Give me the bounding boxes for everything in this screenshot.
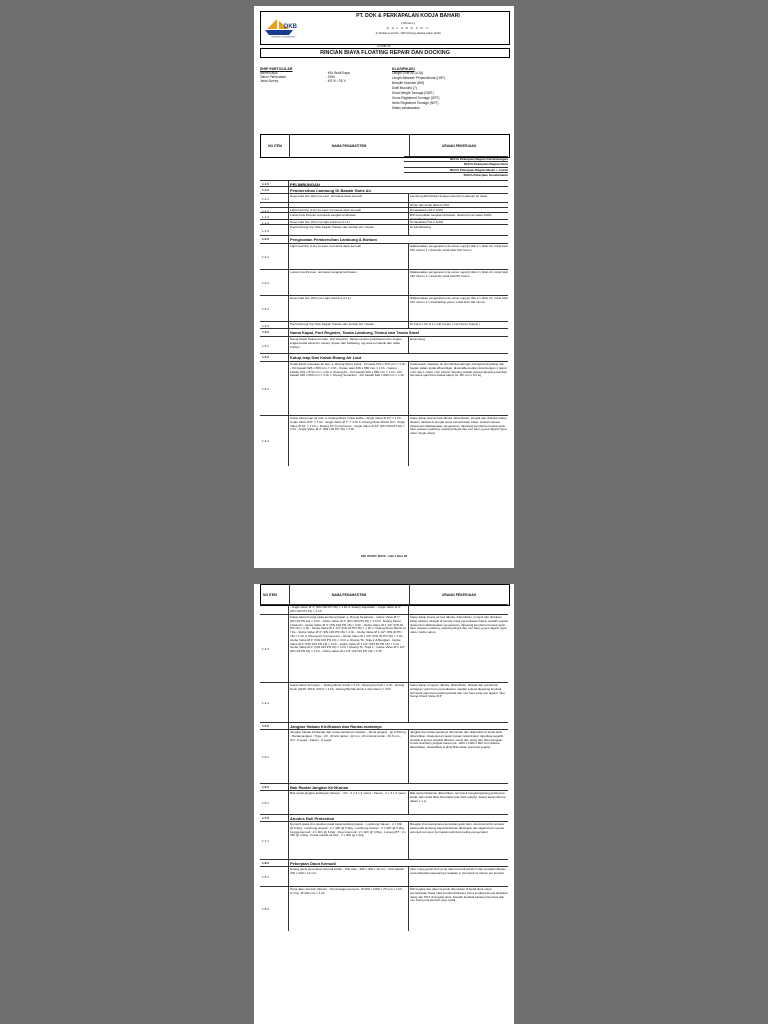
section-title: PELIMBUNGAN: [290, 181, 320, 187]
item-number: 1.6.0: [262, 785, 269, 789]
item-number: 1.1.0: [262, 188, 269, 192]
item-work: Dicat ulang: [410, 337, 426, 341]
item-description: Bak rantai jangkar kiri/kanan Ukuran: - Kiri : 2 x 3 x 3 meter - Kanan : 2 x 3 x 3 meter: [290, 791, 406, 795]
item-work: Bongkar zink anoda lama kemudian ganti baru. Aluminium/zinc anodes pada pelat lambung kapal kiri/kanan dibongkar dan diganti baru sesuai petunjuk surveyor (termasuk pelindung ketika pengecatan): [410, 822, 505, 834]
item-work: Dirnaelaskan SA 2 100%: [410, 208, 444, 212]
item-description: Katup-katup buang pada lambung kapal: a. Ruang Separator - Globe Valve Ø 1" (DN 25 PN 10) = 2 bh - Globe Valve Ø 4" (DN 100 PN 16) = 1 bh b. Ruang Motor Induk kiri - Globe Valve Ø 4" (DN 100 PN 16) = 3 bh - Globe Valve Ø 1 1/2" (DN 40 PN 16) = 1 bh - Globe Valve Ø 1 1/4" (DN 32 PN 16) = 1 bh c. Ruang Motor Bantu Ki / Ka - Globe Valve Ø 4" (DN 100 PN 16) = 4 bh - Globe Valve Ø 1 1/2" (DN 40 PN 16) = 1 bh d. Ruang AC Compressor - Globe Valve Ø 1 1/2" (DN 40 PN 16) = 1 bh - Globe Valve Ø 4" (DN 100 PN 16) = 3 bh e. Ruang Tk. Tinja 2 & Bengkel - Globe Valve Ø 4" (DN 100 PN 16) = 2 bh - Globe Valve Ø 1 1/2" (DN 40 PN 16) = 1 bh - Globe Valve Ø 4" (DN 125 PN 16) = 1 bh f. Ruang Tk. Tinja 1 - Globe Valve Ø 1 1/2" (DN 40 PN 16) = 1 bh - Globe Valve Ø 2 1/2" (DN 65 PN 16) = 1 bh: [290, 615, 406, 654]
item-number: 1.2.1: [262, 255, 269, 259]
table-row: [260, 729, 508, 784]
item-number: 1.3.0: [262, 330, 269, 334]
table-row: [260, 295, 508, 322]
sp-label: Jenis Survey: [260, 78, 279, 83]
item-description: Kotak katub masukan air laut: a. Ruang Motor Induk - Kiri atas 670 x 570 mm = 1 bh - Kiri bawah 626 x 880 mm = 1 bh - Kanan atas 626 x 880 mm = 1 bh - Kanan bawah 670 x 570 mm = 1 bh b. Ruang AC - Kiri bawah 626 x 880 mm = 1 bh - Kiri bawah 626 x 880 mm = 1 bh c. Ruang Separator - Kiri bawah 626 x 880 mm = 1 bh: [290, 362, 406, 378]
item-work: Di Sandblasting: [410, 225, 432, 229]
klasifikasi: [392, 68, 445, 112]
item-description: Ruang geraj pena daun kemudi kiri/ke - Plat atas : 380 x 300 x 12 mm - Plat bawah : 300 x 200 x 12 mm: [290, 867, 406, 875]
table-row: [260, 415, 508, 466]
page2-table-body: [254, 604, 514, 1024]
item-number: 1.8.2: [262, 907, 269, 911]
table-row: [260, 361, 508, 416]
item-work: Di Cat 2 x AC & 1 x Cat Cream ( Cat Owner Supply ): [410, 322, 480, 326]
item-number: 1.4.1: [262, 387, 269, 391]
klasifikasi-item: Gross Registered Tonnage (GRT): [392, 95, 440, 100]
table-row: [260, 269, 508, 296]
item-number: 1.1.3: [262, 214, 269, 219]
section-title: Pekerjaan Daun Kemudi: [290, 860, 336, 866]
item-description: Pena daun kemudi Ukuran: - Pena bagian kemudi - Ø 200 x 1000 x 76 mm x 1 bh - O ring : Ø 200 mm x 1 bh: [290, 887, 404, 895]
company-address: Jl. Sindang Laut No. 139 Cilincing Jakarta Utara 14110: [375, 32, 441, 35]
section-title: Pembersihan Lambung Di Bawah Garis Air: [290, 187, 372, 193]
section-title: Pengecatan Pembersihan Lambung & Bottom: [290, 236, 377, 242]
item-number: 1.4.2: [262, 439, 269, 443]
sp-label: Tahun Pembuatan: [260, 74, 286, 79]
item-number: 1.4.3: [262, 647, 269, 651]
item-number: 1.1.5: [262, 228, 269, 233]
section-title: Nama Kapal, Port Register, Tanda Lambung Timbul dan Tanda Sarat: [290, 329, 419, 335]
section-title: Bak Rantai Jangkar Kiri/Kanan: [290, 784, 349, 790]
table-row: [260, 682, 508, 723]
klasifikasi-item: Length Between Perpendicular (LBP): [392, 75, 445, 80]
page-footer: KM. BUKIT RAYA ; Hal 1 Dari 48: [360, 554, 408, 558]
item-number: 1.2.4: [262, 323, 269, 328]
item-number: 1.4.0: [262, 355, 269, 359]
item-work: Katup-katup scruppen dibuka, dibersihkan, dirawat dan pemberian surfaqua / ganti baru pemeriksaan, setelah selesai dipasang kembali, termasuk ganti baru packing kawat dan mur baut yang aus diganti. Tipe: Swing Check Valve Ø 4": [410, 683, 506, 699]
company-logo: [263, 16, 303, 38]
item-work: B/P kemudikan sangkar kinthasan, disebimpit air tawar 100%, disandblasting SA 2: [410, 213, 493, 221]
item-description: Jangkar haluan kiri/kanan dan rantai-rantainya Catatan: - Berat jangkar : @ 2.650 kg - Rantai jangkar - Type : U3 - Ø Anti rantai : 42 mm - Ø minimal rantai : 36.6 mm - Kiri : 9 segel - Kanan : 9 segel: [290, 730, 406, 742]
svg-text:SHIPYARD & ENGINEERING: SHIPYARD & ENGINEERING: [271, 36, 295, 38]
item-description: Deep load line (DLL) ke Light load line (LLL): [290, 296, 351, 300]
category-list: [404, 156, 508, 178]
item-description: Light load line (LLL) ke keel, termasuk daun kemudi: [290, 244, 361, 248]
category-item: BIAYA Pekerjaan Bagian Deck: [404, 161, 508, 166]
ship-particular-heading: SHIP PARTICULAR: [260, 67, 293, 71]
item-work: B/P tongkat dan daun kemudi, diturunkan di lantai dock untuk pemeriksaan biasa (Jika kondisi diizinkan) Pena tongkat kemudi dipetikan ulang dan NDT di tengkat dock. Setelah kembali pasang baru baut dan mur buih pena kemudi yang rusak: [410, 887, 508, 903]
table-row: [260, 866, 508, 887]
klasifikasi-heading: KLASIFIKASI: [392, 67, 415, 71]
item-work: Ukur ruang gerak buih pena daun kemudi sebelum dan sesudah dilepas serta dibuatkan laporannya rangkap 4, termasuk tip slamin per kemudi: [410, 867, 506, 875]
item-number: 1.5.0: [262, 724, 269, 728]
col-nama: NAMA PEKAMATITEM: [331, 144, 367, 148]
table-row: [260, 821, 508, 860]
item-number: 1.8.1: [262, 875, 269, 879]
item-number: 1.2.3: [262, 307, 269, 311]
klasifikasi-item: Draft Moulded (T): [392, 85, 417, 90]
table-header: [260, 134, 510, 158]
item-description: Lunas bow thruster, termasuk sangkar kinthasan: [290, 270, 357, 274]
item-work: Lambung dibersihkan dengan disemprot waterjet air tawar.: [410, 194, 488, 198]
item-description: - Angle Valve Ø 4" (DN 100 PN 16) = 1 bh d. Ruang Separator - Angle Valve Ø 4" (DN 100 PN 16) = 1 bh: [290, 605, 402, 613]
item-description: Katup-katup isap air laut: a. Ruang Motor Induk kiri/ke - Angle Valve Ø 10" = 1 bh - Angle Valve Ø 8" = 1 bh - Angle Valve Ø 7" = 1 bh b. Ruang Motor Bantu Kiri - Angle Valve Ø 10" = 1 bh c. Ruang AC Compressor - Angle Valve Ø 12" (DN 300 PN 10) = 2 bh - Angle Valve Ø 4" (DN 100 PN 16) = 2 bh: [290, 416, 406, 432]
item-work: Dilaksanakan pengecatan (cat owner supply) disk 2 x dicat AC, tebal total 160 micron 1 x dicat Boltop green, tebal total 100 micron: [410, 296, 508, 304]
sp-value: : KM. Bukit Raya: [326, 70, 350, 75]
item-description: Pad lambung Top Side bagian Haluan dan buritan kiri / kanan: [290, 322, 375, 326]
col-uraian: URAIAN PEKERJAAN: [441, 593, 477, 597]
item-number: 1.8.0: [262, 861, 269, 865]
table-header: [260, 584, 510, 606]
item-description: Deep load line (DLL) ke keel, termasuk daun kemudi: [290, 194, 363, 198]
item-work: Dilaksanakan pengecatan (cat owner supply) disk 2 x dicat AC, tebal total 160 micron 1 x dicat AF, tebal total 100 micron: [410, 244, 508, 252]
table-row: [260, 336, 508, 354]
item-description: Lunas bow thruster termasuk sangkar kinthasan: [290, 213, 356, 217]
sp-label: Nama Kapal: [260, 70, 278, 75]
item-number: 1.1.1: [262, 196, 269, 201]
item-description: Nama Kapal Haluan buritan, Port Register, Tanda Lambung kiri/kanan dan angka-angka tanda sarat kiri, kanan, depan dan belakang, lug area termasuk dan pada buritan: [290, 337, 402, 349]
company-name: PT. DOK & PERKAPALAN KODJA BAHARI: [356, 13, 460, 19]
item-number: 1.2.2: [262, 281, 269, 285]
svg-text:DKB: DKB: [284, 24, 297, 30]
item-number: 1.2.0: [262, 237, 269, 241]
item-number: 1.1.2: [262, 208, 269, 213]
company-header: [260, 11, 510, 45]
document-title: RINCIAN BIAYA FLOATING REPAIR DAN DOCKING: [260, 48, 510, 58]
item-description: Nomor/Lokasi zinc anodes pada pelat lambung kapal: - Lambung haluan : 2 x 6bh @ 6.2kg - Lambung tengah : 2 x 4bh @ 6.2kg - Lambung buritan : 2 x 4bh @ 6.2kg - Lingga kemudi : 2 x 4bh @ 6.2kg - Daun kemudi : 2 x 3bh @ 4.5kg - Lunang BT : 2 x 3bh @ 4.5kg - Kotak masuk air laut : 7 x 3bh @ 1.1kg: [290, 822, 406, 838]
col-uraian: URAIAN PEKERJAAN: [441, 144, 477, 148]
category-item: BIAYA Pekerjaan Bagian Mesin + Listrik: [404, 167, 508, 172]
page1-table-body: [254, 180, 514, 550]
item-description: Deep load line (DLL) ke light load line (LLL): [290, 220, 350, 224]
document-page-2: [254, 584, 514, 1024]
table-row: [260, 790, 508, 815]
table-row: [260, 614, 508, 683]
item-work: Dilaksanakan pengecatan (cat owner supply) disk 2 x dicat AC, tebal total 160 micron 1 x dicat AF, tebal total 80 micron: [410, 270, 508, 278]
item-work: Dirnaelaskan SA 2 100%: [410, 220, 444, 224]
item-work: Katup-katup isap air laut dibuka, dibersihkan, pringsit dan dudukan katup diseker, dirawat di tempat untuk pemeriksaan biasa, setelah selesai disetel dan dilaksanakan pengetesan, dipasang kembali termasuk ganti baru reseteen packing, packing klingrit dan mur baut yg aus diganti (type valve: Angle valve): [410, 416, 507, 436]
item-number: 1.6.1: [262, 801, 269, 805]
item-description: Pad lambung Top Side bagian Haluan dan buritan kiri / kanan: [290, 225, 375, 229]
company-status: ( Persero ): [400, 21, 416, 25]
item-work: Jangkar dan rantai-rantainya diturunkan dan ditaruhkan di lantai dock, dibersihkan, diselenjet air tawar, kawat rantai diukur, diperiksa segel/D-shackle & kenter shackle dibeset, sewel dan ulang dan dikencangkan. Untuk ukur/lamp jangkar kanan (uk. 1000 x 1000 x 800 mm) dibuka, dibersihkan, disandblast & dicat Bitumastic (cat dock supply): [410, 730, 505, 750]
klasifikasi-item: Dead Weight Tonnage (DWT): [392, 90, 434, 95]
sp-value: : 1994: [326, 74, 335, 79]
form-code: FORM-05: [377, 44, 391, 48]
sp-value: : KS IV / SS V: [326, 78, 346, 83]
klasifikasi-item: Length Over All (LOA): [392, 70, 424, 75]
section-title: Anodes Hull Protection: [290, 815, 335, 821]
col-no-item: NO ITEM: [263, 593, 277, 597]
item-description: Light load line (LLL) ke keel, termasuk daun kemudi: [290, 208, 361, 212]
col-no-item: NO ITEM: [268, 144, 282, 148]
item-work: Bak rantai kiri/kanan dibersihkan, termasuk bongkar/pasang gratingnya kotak, bak rantai dicat bitumastic (cat dock supply), kuang kampuhan ke dalam 1 x w: [410, 791, 506, 803]
klasifikasi-item: Breadth Moulded (BM): [392, 80, 425, 85]
klasifikasi-item: Netto Registered Tonnage (NRT): [392, 100, 439, 105]
category-item: BIAYA Pekerjaan Bagian Perlambungan: [404, 156, 508, 161]
document-page-1: [254, 6, 514, 568]
table-row: [260, 886, 508, 931]
klasifikasi-item: Waktu pelaksanaan: [392, 105, 420, 110]
item-number: 1.3.1: [262, 343, 269, 348]
item-number: 1.7.0: [262, 816, 269, 820]
item-number: 1.1.0: [262, 182, 269, 186]
item-work: Teritip dan kerak dikerok 20%: [410, 203, 450, 207]
item-work: Katup-katup buang air laut dibuka, dibersihkan, pringsit dan dudukan katup diseker, dirawat di tempat untuk pemeriksaan biasa, setelah selesai disetel dan dilaksanakan pengetesan, dipasang kembali termasuk ganti baru reseteen packing, packing klingrit dan mur baut yg aus diganti (type valve: Globe valve): [410, 615, 508, 635]
item-number: 1.5.1: [262, 755, 269, 759]
table-row: [260, 243, 508, 270]
col-nama: NAMA PEKAMATITEM: [331, 593, 367, 597]
company-unit: G A L A N G A N II: [386, 26, 430, 30]
category-item: BIAYA Pekerjaan Keselamatan: [404, 172, 508, 177]
item-number: 1.1.4: [262, 220, 269, 225]
section-title: Katup Isap Dan Katub Buang Air Laut: [290, 354, 362, 360]
item-number: 1.4.4: [262, 701, 269, 705]
ship-particular: [260, 67, 350, 84]
item-description: Katup-katup Scrupper: - Ruang Motor Induk = 2 bh - Ruang Kemudi = 2 bh - Ruang Deck (2015, 2016, 2017) = 4 bh - Ruang Buritan Deck 1 dan Salon = 4 bh: [290, 683, 405, 691]
section-title: Jangkar Haluan Kiri/Kanan dan Rantai-rantainya: [290, 723, 382, 729]
item-number: 1.7.1: [262, 839, 269, 843]
item-work: Kotak-katub masukan air laut dibuka saringan-saringannya/grating dan bagian dalam kotak dibersihkan, dinetral/kemudian dicat dengan 1 (satu) x AC dan 1 (satu) x AF (Owner Supply) setelah selesai dipasang kembali termasuk ganti baru bawat safety as, Ø5 mm x 0.5 kg: [410, 362, 507, 378]
